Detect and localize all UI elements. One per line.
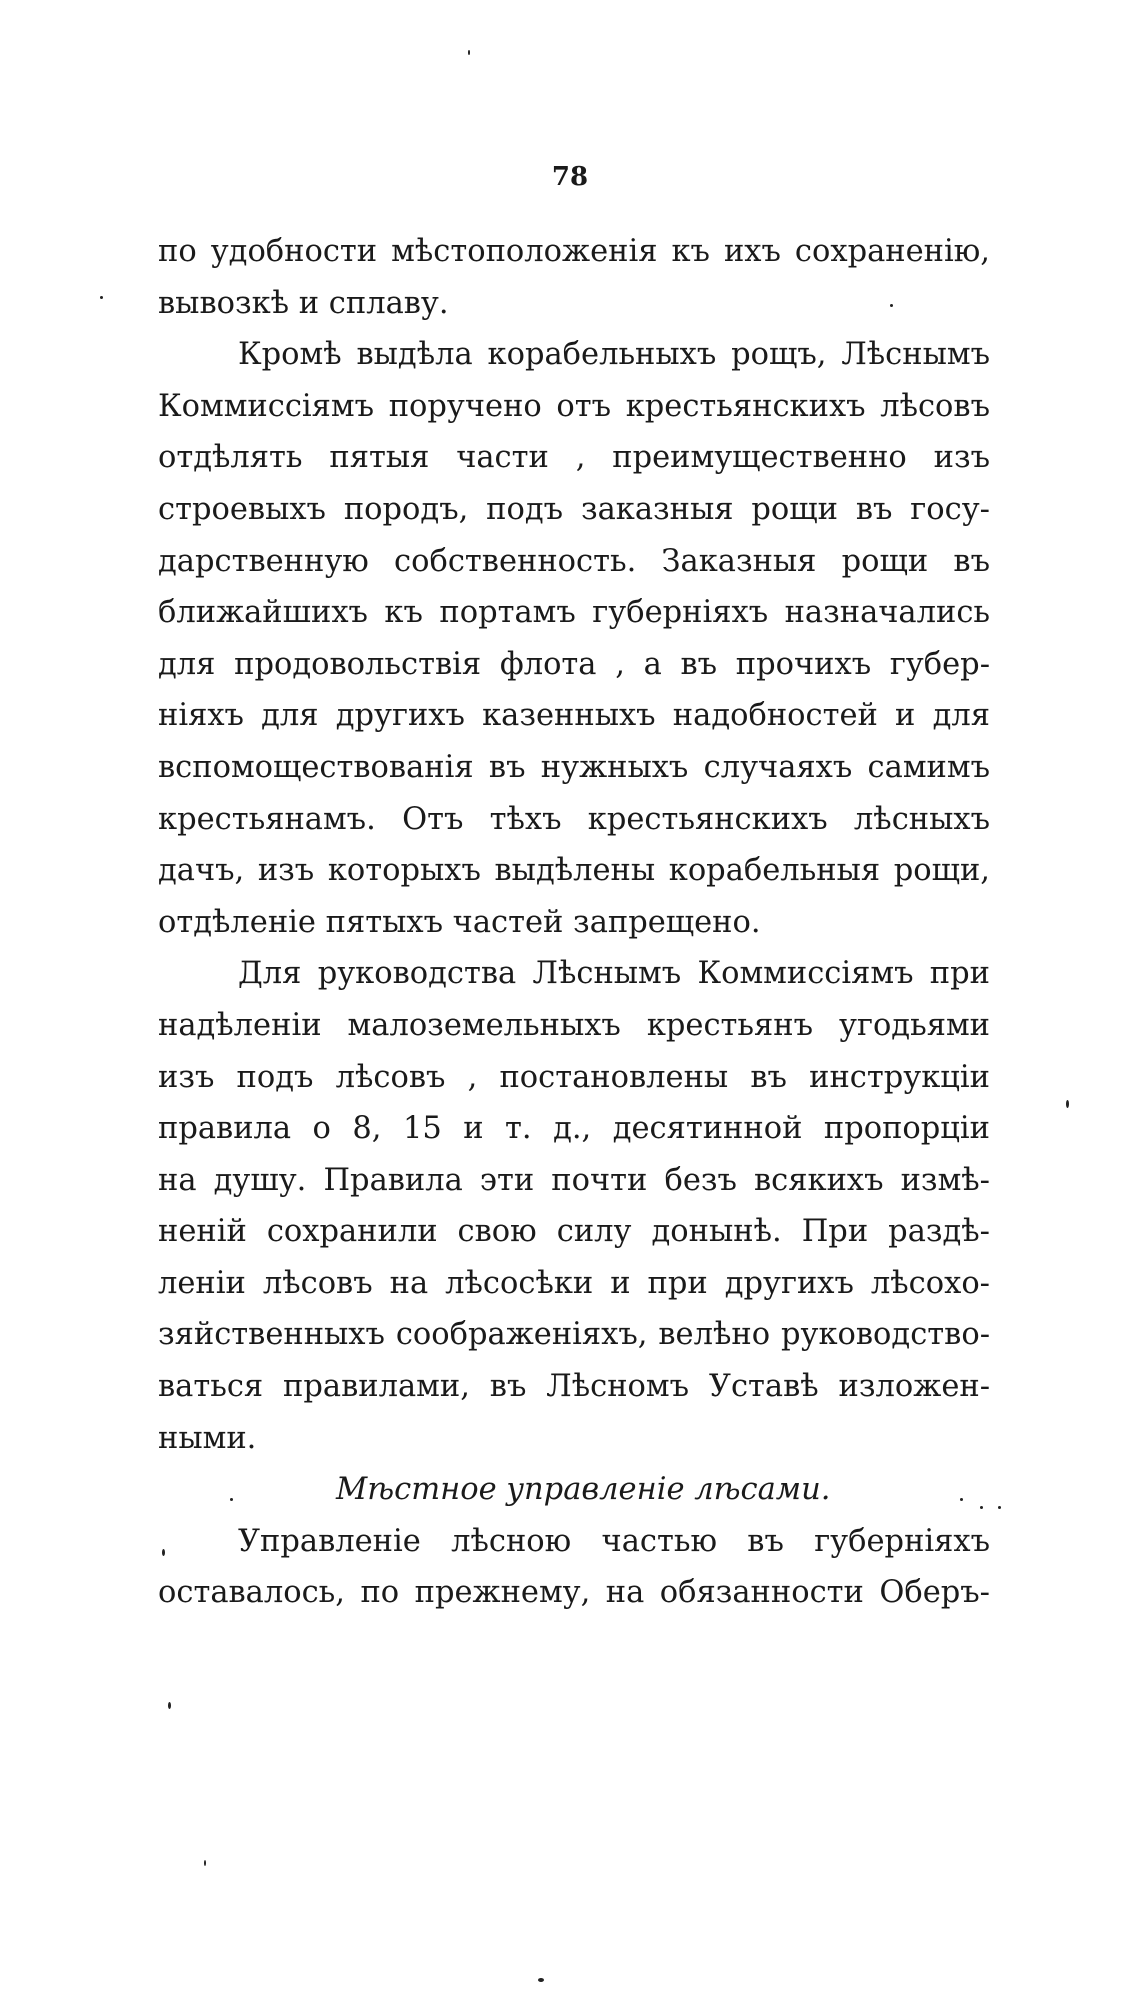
scan-speck <box>204 1860 206 1866</box>
scan-speck <box>980 1506 983 1509</box>
scan-speck <box>960 1498 963 1501</box>
text-line: ніяхъ для другихъ казенныхъ надобностей и для <box>158 698 990 734</box>
text-line: крестьянамъ. Отъ тѣхъ крестьянскихъ лѣсныхъ <box>158 801 990 837</box>
text-line: Для руководства Лѣснымъ Коммиссіямъ при <box>238 956 990 992</box>
scan-speck <box>1066 1100 1069 1108</box>
text-line: надѣленіи малоземельныхъ крестьянъ угодьями <box>158 1007 990 1043</box>
body-text <box>158 226 990 1619</box>
text-line: на душу. Правила эти почти безъ всякихъ измѣ- <box>158 1162 990 1198</box>
scan-speck <box>890 304 893 307</box>
scan-speck <box>162 1549 165 1556</box>
text-line: ными. <box>158 1420 257 1456</box>
scan-speck <box>998 1506 1001 1509</box>
text-line: отдѣленіе пятыхъ частей запрещено. <box>158 904 761 940</box>
text-line: ваться правилами, въ Лѣсномъ Уставѣ изложен- <box>158 1369 990 1405</box>
scan-speck <box>100 296 103 299</box>
text-line: строевыхъ породъ, подъ заказныя рощи въ госу- <box>158 491 990 527</box>
text-line: дарственную собственность. Заказныя рощи въ <box>158 543 990 579</box>
text-line: оставалось, по прежнему, на обязанности Оберъ- <box>158 1575 990 1611</box>
text-line: зяйственныхъ соображеніяхъ, велѣно руководство- <box>158 1317 990 1353</box>
text-line: ближайшихъ къ портамъ губерніяхъ назначались <box>158 595 990 631</box>
scan-speck <box>168 1702 171 1709</box>
text-line: Управленіе лѣсною частью въ губерніяхъ <box>238 1523 990 1559</box>
scan-speck <box>230 1498 233 1501</box>
text-line: вспомоществованія въ нужныхъ случаяхъ самимъ <box>158 749 990 785</box>
text-line: Кромѣ выдѣла корабельныхъ рощъ, Лѣснымъ <box>238 337 990 373</box>
text-line: вывозкѣ и сплаву. <box>158 285 449 321</box>
text-line: неній сохранили свою силу донынѣ. При раздѣ- <box>158 1214 990 1250</box>
text-line: леніи лѣсовъ на лѣсосѣки и при другихъ лѣсохо- <box>158 1265 990 1301</box>
text-line: дачъ, изъ которыхъ выдѣлены корабельныя рощи, <box>158 853 990 889</box>
text-line: Коммиссіямъ поручено отъ крестьянскихъ лѣсовъ <box>158 388 990 424</box>
text-line: для продовольствія флота , а въ прочихъ губер- <box>158 646 990 682</box>
scan-speck <box>468 50 470 55</box>
page-number: 78 <box>551 162 589 192</box>
text-line: по удобности мѣстоположенія къ ихъ сохраненію, <box>158 234 990 269</box>
text-line: изъ подъ лѣсовъ , постановлены въ инструкціи <box>158 1059 990 1095</box>
text-line: отдѣлять пятыя части , преимущественно изъ <box>158 440 990 476</box>
text-line: правила о 8, 15 и т. д., десятинной пропорціи <box>158 1111 990 1147</box>
section-heading: Мѣстное управленіе лѣсами. <box>336 1472 831 1508</box>
scan-speck <box>538 1978 544 1982</box>
